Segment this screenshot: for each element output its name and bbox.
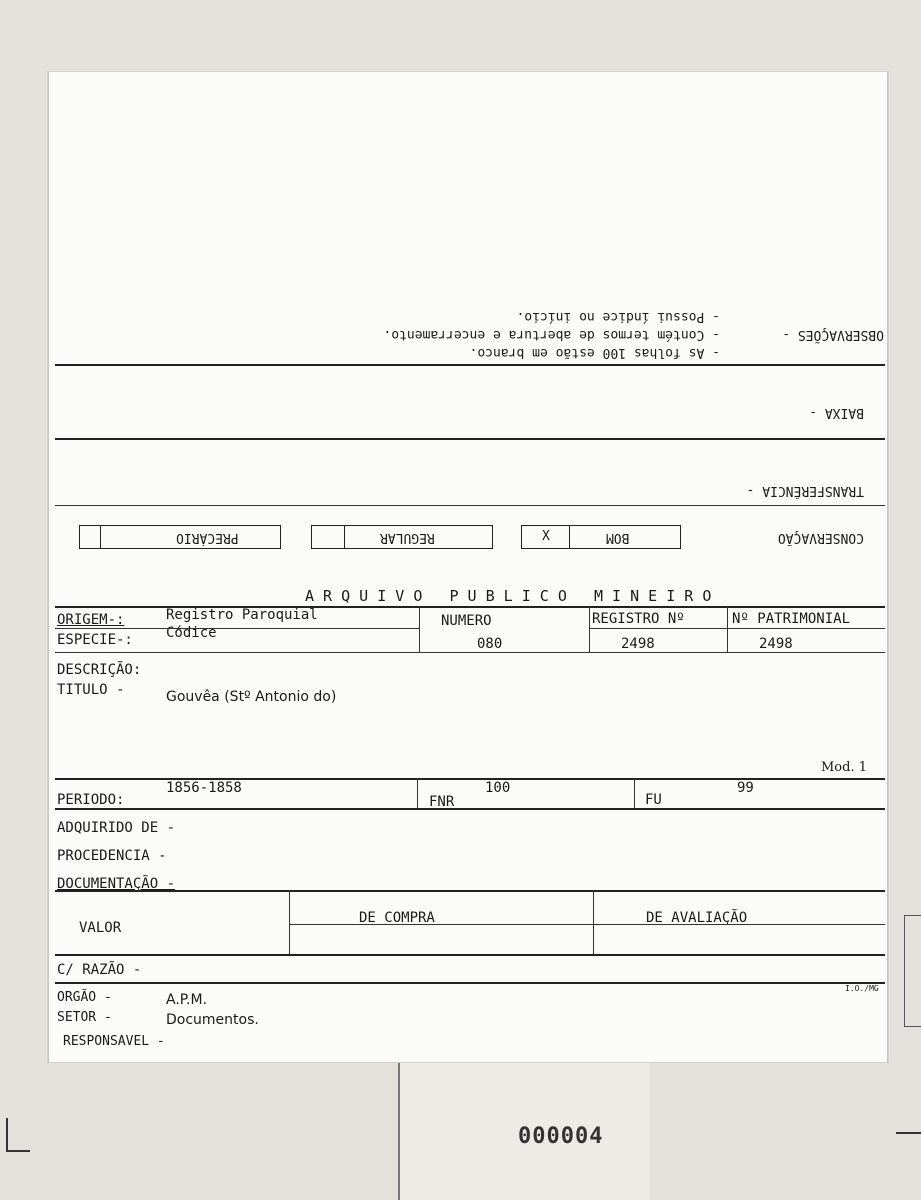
setor-value: Documentos.	[166, 1012, 259, 1028]
observacoes-item-1: - Possui índice no início.	[516, 309, 720, 324]
printer-mark: I.O./MG	[845, 984, 879, 993]
checkbox-precario[interactable]	[79, 525, 281, 549]
observacoes-block	[284, 304, 884, 364]
origem-value: Registro Paroquial	[166, 607, 318, 623]
fu-value: 99	[737, 780, 754, 796]
catalog-card	[48, 72, 888, 1062]
fnr-label: FNR	[429, 794, 455, 810]
responsavel-label: RESPONSAVEL -	[63, 1034, 165, 1049]
divider-valor	[289, 890, 290, 954]
valor-label: VALOR	[79, 920, 122, 936]
periodo-label: PERIODO:	[57, 792, 125, 808]
procedencia-label: PROCEDENCIA -	[57, 848, 167, 864]
titulo-value: Gouvêa (Stº Antonio do)	[166, 689, 337, 705]
model-label: Mod. 1	[821, 760, 867, 775]
observacoes-label: OBSERVAÇÕES -	[782, 327, 884, 342]
razao-label: C/ RAZÃO -	[57, 962, 142, 978]
avaliacao-label: DE AVALIAÇÃO	[646, 910, 748, 926]
especie-value: Códice	[166, 625, 217, 641]
setor-label: SETOR -	[57, 1010, 112, 1025]
regular-divider	[344, 526, 345, 548]
divider-fu	[634, 778, 635, 808]
registro-label: REGISTRO Nº	[592, 611, 685, 627]
regular-label: REGULAR	[380, 530, 435, 545]
registro-value: 2498	[621, 636, 655, 652]
periodo-value: 1856-1858	[166, 780, 242, 796]
descricao-label: DESCRIÇÃO:	[57, 662, 142, 678]
bom-label: BOM	[606, 530, 630, 545]
observacoes-item-2: - Contém termos de abertura e encerramento.	[383, 327, 720, 342]
adquirido-label: ADQUIRIDO DE -	[57, 820, 176, 836]
institution-title: A R Q U I V O P U B L I C O M I N E I R O	[305, 587, 712, 605]
patrimonial-label: Nº PATRIMONIAL	[732, 611, 851, 627]
rule-documentacao	[55, 890, 885, 892]
transferencia-label: TRANSFERÊNCIA -	[746, 483, 864, 498]
orgao-label: ORGÃO -	[57, 990, 112, 1005]
divider-compra	[593, 890, 594, 954]
rule-valor-bottom	[55, 954, 885, 956]
especie-label: ESPECIE-:	[57, 632, 133, 648]
rule-periodo-bottom	[55, 808, 885, 810]
observacoes-item-3: - As folhas 100 estão em branco.	[469, 345, 720, 360]
bom-divider	[569, 526, 570, 548]
corner-mark-left	[6, 1118, 30, 1152]
rule-transferencia	[55, 505, 885, 506]
patrimonial-value: 2498	[759, 636, 793, 652]
origem-label: ORIGEM-:	[57, 612, 125, 628]
rule-observacoes	[55, 364, 885, 366]
stamp-number: 000004	[518, 1124, 604, 1149]
precario-divider	[100, 526, 101, 548]
documentacao-label: DOCUMENTAÇÃO -	[57, 876, 176, 892]
divider-registro	[589, 606, 590, 652]
numero-value: 080	[477, 636, 503, 652]
compra-label: DE COMPRA	[359, 910, 435, 926]
numero-label: NUMERO	[441, 613, 492, 629]
bom-mark: X	[542, 529, 550, 544]
baixa-label: BAIXA -	[809, 405, 864, 420]
fu-label: FU	[645, 792, 662, 808]
orgao-value: A.P.M.	[166, 992, 208, 1008]
divider-patrimonial	[727, 606, 728, 652]
rule-baixa	[55, 438, 885, 440]
titulo-label: TITULO -	[57, 682, 125, 698]
conservacao-label: CONSERVAÇÃO	[777, 530, 864, 545]
rule-valor-mid	[289, 924, 885, 925]
rule-origem-mid	[55, 628, 419, 629]
rule-origem-bottom	[55, 652, 885, 653]
checkbox-regular[interactable]	[311, 525, 493, 549]
precario-label: PRECÁRIO	[176, 530, 239, 545]
divider-fnr	[417, 778, 418, 808]
fnr-value: 100	[485, 780, 511, 796]
rule-labels	[589, 628, 885, 629]
rule-razao	[55, 982, 885, 984]
edge-bracket	[904, 915, 921, 1027]
divider-numero	[419, 606, 420, 652]
corner-mark-right	[896, 1132, 921, 1134]
checkbox-bom[interactable]	[521, 525, 681, 549]
